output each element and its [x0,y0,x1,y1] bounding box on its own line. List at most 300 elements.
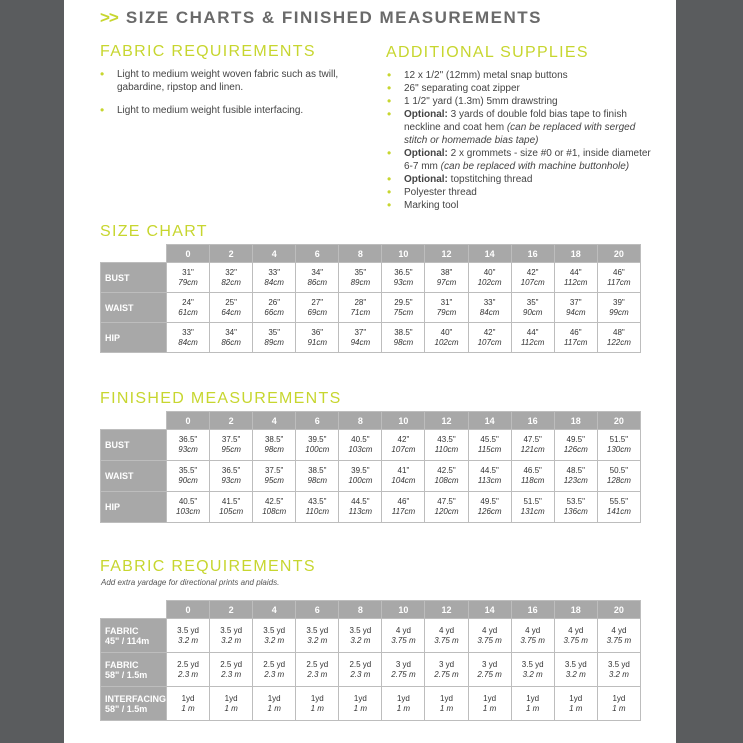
imperial-value: 1yd [569,693,583,703]
metric-value: 102cm [477,277,502,287]
table-cell [597,323,640,353]
table-cell [253,323,296,353]
size-header: 12 [425,601,468,619]
size-header: 4 [253,601,296,619]
table-cell [296,461,339,492]
imperial-value: 44" [526,327,539,337]
table-cell [382,619,425,653]
imperial-value: 42.5" [264,497,284,506]
table-cell [425,619,468,653]
imperial-value: 33" [268,267,281,277]
table-cell [339,323,382,353]
size-header: 14 [468,601,511,619]
document-page [64,0,676,743]
table-corner [101,412,167,430]
list-item: • Light to medium weight fusible interfacing. [100,104,340,117]
metric-value: 3.2 m [307,635,328,645]
list-item-text: 1 1/2" yard (1.3m) 5mm drawstring [404,96,558,107]
metric-value: 66cm [264,307,284,317]
row-label-text: HIP [105,332,121,343]
imperial-value: 1yd [181,693,195,703]
table-cell [511,430,554,461]
list-item-text: Marking tool [404,200,459,211]
size-header: 20 [597,245,640,263]
size-header: 16 [511,601,554,619]
imperial-value: 1yd [267,693,281,703]
imperial-value: 31" [440,297,453,307]
imperial-value: 37" [354,327,367,337]
metric-value: 1 m [181,703,195,713]
imperial-value: 53.5" [566,497,585,506]
size-header: 20 [597,601,640,619]
metric-value: 107cm [477,337,502,347]
imperial-value: 46" [569,327,582,337]
table-cell [253,461,296,492]
row-label-text: WAIST [105,471,134,481]
imperial-value: 42" [483,327,496,337]
table-corner [101,245,167,263]
fabric-requirements-list [100,68,340,117]
table-cell [468,263,511,293]
imperial-value: 41" [397,466,410,475]
row-label-text: FABRIC [105,659,139,670]
row-label-text: FABRIC [105,625,139,636]
imperial-value: 36.5" [221,466,241,475]
metric-value: 117cm [564,337,588,347]
table-cell [339,461,382,492]
table-cell [425,293,468,323]
imperial-value: 1yd [440,693,453,703]
metric-value: 3.75 m [391,635,416,645]
table-cell [425,492,468,523]
list-item-note: (can be replaced with machine buttonhole) [440,161,630,172]
table-cell [511,263,554,293]
list-item [387,199,657,212]
row-label [101,492,167,523]
metric-value: 107cm [391,445,416,454]
imperial-value: 27" [311,297,324,307]
imperial-value: 25" [225,297,237,307]
metric-value: 121cm [520,445,545,454]
imperial-value: 35" [354,267,367,277]
table-cell [210,653,253,687]
row-label-text: 45" / 114m [105,635,150,646]
metric-value: 91cm [307,337,328,347]
list-item-text: Polyester thread [404,187,477,198]
metric-value: 98cm [264,445,284,454]
metric-value: 90cm [178,476,198,485]
metric-value: 97cm [436,277,457,287]
imperial-value: 2.5 yd [306,659,329,669]
table-cell [296,492,339,523]
imperial-value: 2.5 yd [263,659,286,669]
table-cell [425,263,468,293]
metric-value: 1 m [569,703,583,713]
table-cell [167,687,210,721]
imperial-value: 39" [613,297,625,307]
table-cell [210,293,253,323]
size-header: 12 [425,245,468,263]
table-cell [597,263,640,293]
size-header: 20 [597,412,640,430]
table-cell [468,492,511,523]
table-cell [210,461,253,492]
table-cell [554,263,597,293]
imperial-value: 3 yd [438,659,455,669]
table-cell [210,492,253,523]
metric-value: 95cm [264,476,284,485]
page-title-text: SIZE CHARTS & FINISHED MEASUREMENTS [125,8,542,27]
table-cell [167,263,210,293]
imperial-value: 4 yd [482,625,498,635]
fabric-requirements-table [100,600,641,721]
imperial-value: 50.5" [609,466,629,475]
metric-value: 2.75 m [434,669,459,679]
imperial-value: 43.5" [308,497,327,506]
table-cell [210,323,253,353]
metric-value: 136cm [563,507,588,516]
size-header: 0 [167,412,210,430]
metric-value: 126cm [563,445,588,454]
table-cell [167,323,210,353]
metric-value: 3.2 m [178,635,199,645]
list-item [387,82,657,95]
table-cell [382,461,425,492]
imperial-value: 1yd [353,693,367,703]
table-cell [425,461,468,492]
imperial-value: 4 yd [438,625,455,635]
metric-value: 75cm [393,307,414,317]
list-item-text: 3 yards of double fold bias tape to finish neckline and coat hem [404,109,627,133]
metric-value: 69cm [307,307,328,317]
imperial-value: 4 yd [611,625,627,635]
imperial-value: 3.5 yd [263,625,286,635]
imperial-value: 38.5" [308,466,327,475]
row-label-text: BUST [105,440,130,450]
table-cell [382,653,425,687]
table-cell [468,687,511,721]
table-cell [253,687,296,721]
imperial-value: 3.5 yd [220,625,243,635]
metric-value: 90cm [522,307,543,317]
imperial-value: 36.5" [178,435,198,444]
imperial-value: 38" [440,267,453,277]
metric-value: 103cm [348,445,373,454]
imperial-value: 34" [225,327,237,337]
row-label [101,687,167,721]
row-label [101,461,167,492]
imperial-value: 51.5" [609,435,629,444]
imperial-value: 1yd [526,693,540,703]
table-cell [597,430,640,461]
metric-value: 84cm [479,307,500,317]
metric-value: 2.75 m [477,669,502,679]
table-cell [253,293,296,323]
table-cell [597,687,640,721]
imperial-value: 3.5 yd [306,625,329,635]
table-cell [382,323,425,353]
optional-label: Optional: [404,109,448,120]
imperial-value: 35" [268,327,281,337]
metric-value: 93cm [178,445,198,454]
metric-value: 2.3 m [350,669,371,679]
metric-value: 3.75 m [606,635,632,645]
table-cell [425,687,468,721]
metric-value: 2.3 m [178,669,199,679]
table-cell [339,293,382,323]
table-cell [468,430,511,461]
table-row [101,263,641,293]
metric-value: 104cm [391,476,416,485]
table-cell [511,687,554,721]
metric-value: 3.2 m [522,669,543,679]
imperial-value: 33" [182,327,194,337]
table-cell [167,619,210,653]
imperial-value: 3 yd [482,659,498,669]
table-cell [167,653,210,687]
size-header: 8 [339,601,382,619]
list-item [387,95,657,108]
table-cell [253,619,296,653]
row-label-text: 58" / 1.5m [105,703,148,714]
imperial-value: 45.5" [480,435,499,444]
metric-value: 100cm [305,445,330,454]
size-header: 10 [382,412,425,430]
table-cell [597,293,640,323]
size-header: 10 [382,245,425,263]
imperial-value: 39.5" [308,435,327,444]
imperial-value: 35" [526,297,539,307]
metric-value: 86cm [307,277,328,287]
row-label [101,323,167,353]
imperial-value: 2.5 yd [349,659,372,669]
imperial-value: 40.5" [351,435,370,444]
table-cell [511,619,554,653]
list-item [387,108,657,147]
metric-value: 126cm [477,507,502,516]
metric-value: 118cm [520,476,545,485]
table-cell [210,263,253,293]
metric-value: 1 m [612,703,626,713]
metric-value: 3.75 m [563,635,588,645]
imperial-value: 42" [526,267,539,277]
metric-value: 93cm [221,476,241,485]
table-cell [511,323,554,353]
table-cell [296,323,339,353]
size-header: 0 [167,601,210,619]
table-cell [296,293,339,323]
table-cell [511,461,554,492]
double-chevron-icon: >> [100,8,118,27]
metric-value: 1 m [439,703,454,713]
imperial-value: 34" [311,267,324,277]
row-label [101,263,167,293]
metric-value: 110cm [305,507,329,516]
size-header: 6 [296,245,339,263]
table-cell [554,323,597,353]
metric-value: 2.75 m [391,669,416,679]
list-item [387,147,657,173]
metric-value: 1 m [224,703,238,713]
metric-value: 94cm [350,337,371,347]
table-cell [382,293,425,323]
table-cell [597,461,640,492]
metric-value: 117cm [607,277,631,287]
table-cell [511,653,554,687]
metric-value: 113cm [348,507,373,516]
imperial-value: 49.5" [480,497,499,506]
size-header: 18 [554,412,597,430]
table-cell [425,323,468,353]
table-cell [382,430,425,461]
row-label-text: 58" / 1.5m [105,669,148,680]
table-cell [554,492,597,523]
table-cell [554,687,597,721]
metric-value: 123cm [563,476,588,485]
table-cell [511,293,554,323]
imperial-value: 43.5" [437,435,456,444]
metric-value: 2.3 m [264,669,285,679]
imperial-value: 44.5" [480,466,499,475]
row-label [101,653,167,687]
metric-value: 86cm [221,337,241,347]
imperial-value: 1yd [483,693,497,703]
metric-value: 93cm [393,277,414,287]
imperial-value: 4 yd [395,625,411,635]
row-label [101,430,167,461]
metric-value: 3.75 m [434,635,459,645]
yardage-note: Add extra yardage for directional prints and plaids. [101,578,280,587]
imperial-value: 3 yd [395,659,411,669]
metric-value: 112cm [520,337,545,347]
table-corner [101,601,167,619]
imperial-value: 48.5" [566,466,585,475]
imperial-value: 55.5" [609,497,629,506]
table-cell [597,653,640,687]
table-cell [382,492,425,523]
table-cell [382,263,425,293]
table-cell [339,492,382,523]
imperial-value: 3.5 yd [607,659,630,669]
imperial-value: 41.5" [221,497,241,506]
metric-value: 122cm [606,337,631,347]
metric-value: 102cm [434,337,459,347]
imperial-value: 39.5" [351,466,370,475]
table-cell [468,323,511,353]
row-label-text: BUST [105,272,130,283]
table-cell [597,492,640,523]
metric-value: 84cm [178,337,198,347]
imperial-value: 46" [397,497,410,506]
imperial-value: 46.5" [523,466,542,475]
imperial-value: 2.5 yd [220,659,243,669]
metric-value: 3.2 m [608,669,629,679]
table-row [101,323,641,353]
table-cell [554,619,597,653]
imperial-value: 37" [569,297,582,307]
table-cell [468,293,511,323]
metric-value: 3.75 m [477,635,502,645]
imperial-value: 40" [483,267,496,277]
fabric-requirements-heading: FABRIC REQUIREMENTS [100,43,316,60]
metric-value: 95cm [221,445,241,454]
imperial-value: 36.5" [394,267,413,277]
size-header: 16 [511,412,554,430]
size-chart-heading: SIZE CHART [100,223,208,240]
metric-value: 89cm [350,277,371,287]
list-item: • Light to medium weight woven fabric such as twill, gabardine, ripstop and linen. [100,68,340,94]
metric-value: 113cm [477,476,502,485]
table-cell [253,263,296,293]
metric-value: 94cm [565,307,586,317]
list-item-text: 26" separating coat zipper [404,83,520,94]
metric-value: 112cm [564,277,588,287]
imperial-value: 38.5" [394,327,413,337]
size-header: 18 [554,601,597,619]
imperial-value: 28" [354,297,367,307]
metric-value: 1 m [482,703,497,713]
table-cell [253,492,296,523]
list-item-note: (can be replaced with serged stitch or homemade bias tape) [404,122,636,146]
table-cell [210,619,253,653]
imperial-value: 40" [440,327,453,337]
imperial-value: 48" [613,327,625,337]
table-cell [167,293,210,323]
metric-value: 79cm [178,277,198,287]
size-header: 6 [296,601,339,619]
optional-label: Optional: [404,174,448,185]
table-row [101,430,641,461]
table-cell [554,653,597,687]
imperial-value: 4 yd [568,625,584,635]
size-header: 2 [210,412,253,430]
imperial-value: 46" [613,267,625,277]
imperial-value: 47.5" [437,497,456,506]
finished-measurements-table [100,411,641,523]
imperial-value: 36" [311,327,324,337]
list-item-text: topstitching thread [447,174,533,185]
table-cell [296,653,339,687]
fabric-requirements-table-heading: FABRIC REQUIREMENTS [100,558,316,575]
imperial-value: 40.5" [178,497,198,506]
metric-value: 1 m [353,703,368,713]
metric-value: 3.2 m [350,635,371,645]
imperial-value: 3.5 yd [177,625,199,635]
metric-value: 117cm [391,507,416,516]
imperial-value: 49.5" [566,435,585,444]
imperial-value: 2.5 yd [177,659,199,669]
imperial-value: 26" [268,297,281,307]
imperial-value: 42.5" [437,466,456,475]
table-cell [339,687,382,721]
metric-value: 3.2 m [565,669,586,679]
size-header: 12 [425,412,468,430]
table-cell [167,492,210,523]
table-cell [167,430,210,461]
imperial-value: 24" [182,297,194,307]
metric-value: 1 m [310,703,324,713]
size-header: 4 [253,412,296,430]
table-cell [253,430,296,461]
row-label [101,293,167,323]
table-cell [210,687,253,721]
imperial-value: 32" [225,267,237,277]
imperial-value: 1yd [224,693,238,703]
row-label-text: INTERFACING [105,693,167,704]
metric-value: 71cm [350,307,371,317]
metric-value: 2.3 m [307,669,328,679]
list-item [387,173,657,186]
